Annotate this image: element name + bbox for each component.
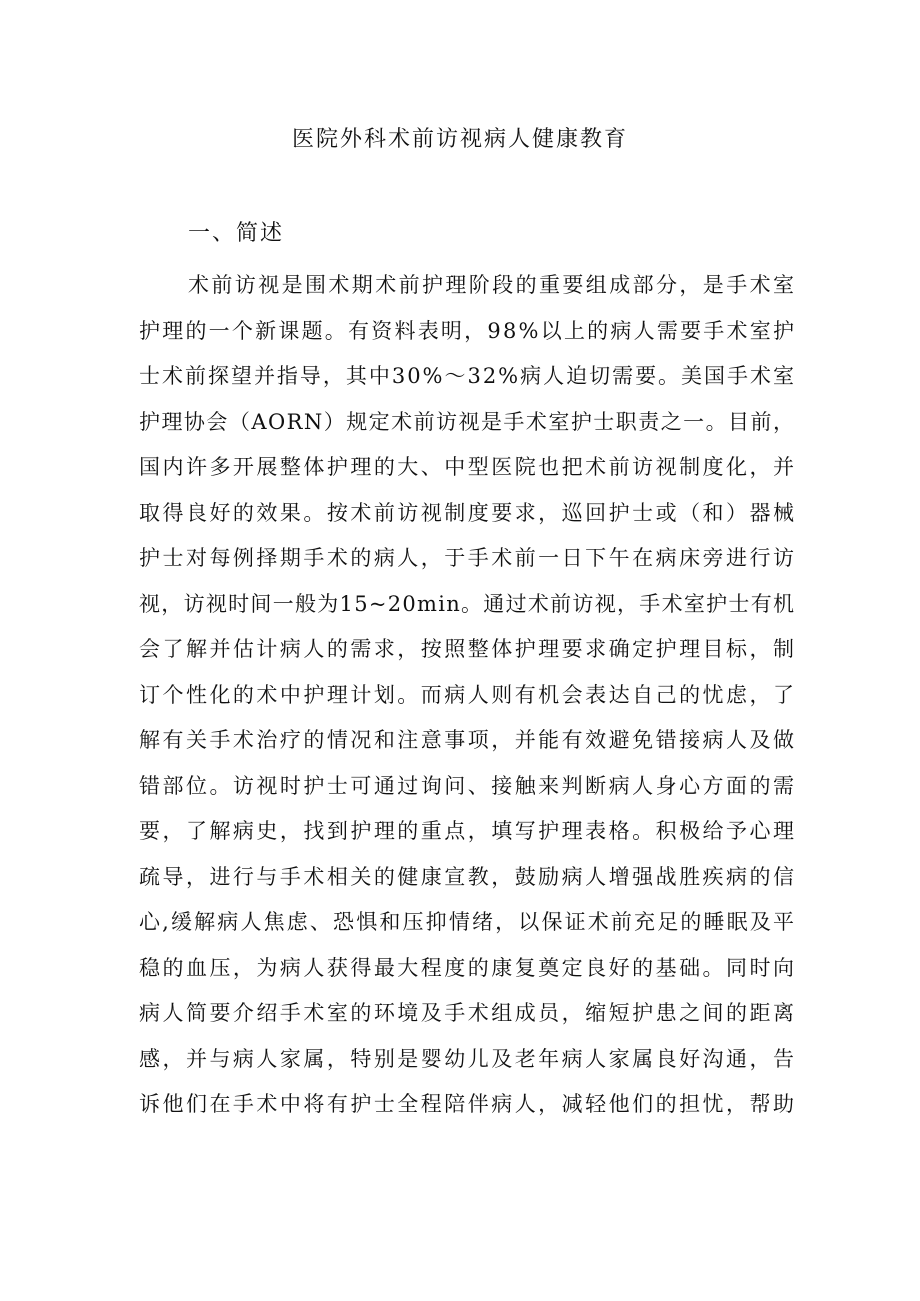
paragraph-line: 心,缓解病人焦虑、恐惧和压抑情绪，以保证术前充足的睡眠及平: [139, 910, 797, 934]
paragraph-line: 护理协会（AORN）规定术前访视是手术室护士职责之一。目前，: [139, 409, 796, 434]
paragraph-line: 感，并与病人家属，特别是婴幼儿及老年病人家属良好沟通，告: [139, 1046, 797, 1071]
paragraph-line: 诉他们在手术中将有护士全程陪伴病人，减轻他们的担忧，帮助: [139, 1092, 797, 1116]
document-title: 医院外科术前访视病人健康教育: [291, 127, 628, 152]
paragraph-line: 稳的血压，为病人获得最大程度的康复奠定良好的基础。同时向: [139, 955, 797, 980]
section-heading: 一、简述: [188, 221, 285, 246]
paragraph-line: 国内许多开展整体护理的大、中型医院也把术前访视制度化，并: [139, 455, 797, 479]
paragraph-line: 解有关手术治疗的情况和注意事项，并能有效避免错接病人及做: [139, 728, 797, 752]
paragraph-line: 病人简要介绍手术室的环境及手术组成员，缩短护患之间的距离: [139, 1001, 797, 1025]
paragraph-line: 视，访视时间一般为15~20min。通过术前访视，手术室护士有机: [139, 591, 796, 616]
paragraph-line: 护士对每例择期手术的病人，于手术前一日下午在病床旁进行访: [139, 546, 797, 570]
paragraph-line: 取得良好的效果。按术前访视制度要求，巡回护士或（和）器械: [139, 500, 797, 525]
paragraph-line: 订个性化的术中护理计划。而病人则有机会表达自己的忧虑，了: [139, 682, 797, 707]
paragraph-line: 会了解并估计病人的需求，按照整体护理要求确定护理目标，制: [139, 637, 797, 661]
paragraph-line: 护理的一个新课题。有资料表明，98%以上的病人需要手术室护: [139, 318, 797, 343]
paragraph-line: 疏导，进行与手术相关的健康宣教，鼓励病人增强战胜疾病的信: [139, 864, 797, 889]
paragraph-line: 士术前探望并指导，其中30%～32%病人迫切需要。美国手术室: [139, 364, 796, 388]
body-paragraph: [139, 263, 797, 1128]
paragraph-line: 错部位。访视时护士可通过询问、接触来判断病人身心方面的需: [139, 773, 797, 798]
paragraph-line: 要，了解病史，找到护理的重点，填写护理表格。积极给予心理: [139, 819, 797, 843]
paragraph-line: 术前访视是围术期术前护理阶段的重要组成部分，是手术室: [188, 273, 797, 297]
